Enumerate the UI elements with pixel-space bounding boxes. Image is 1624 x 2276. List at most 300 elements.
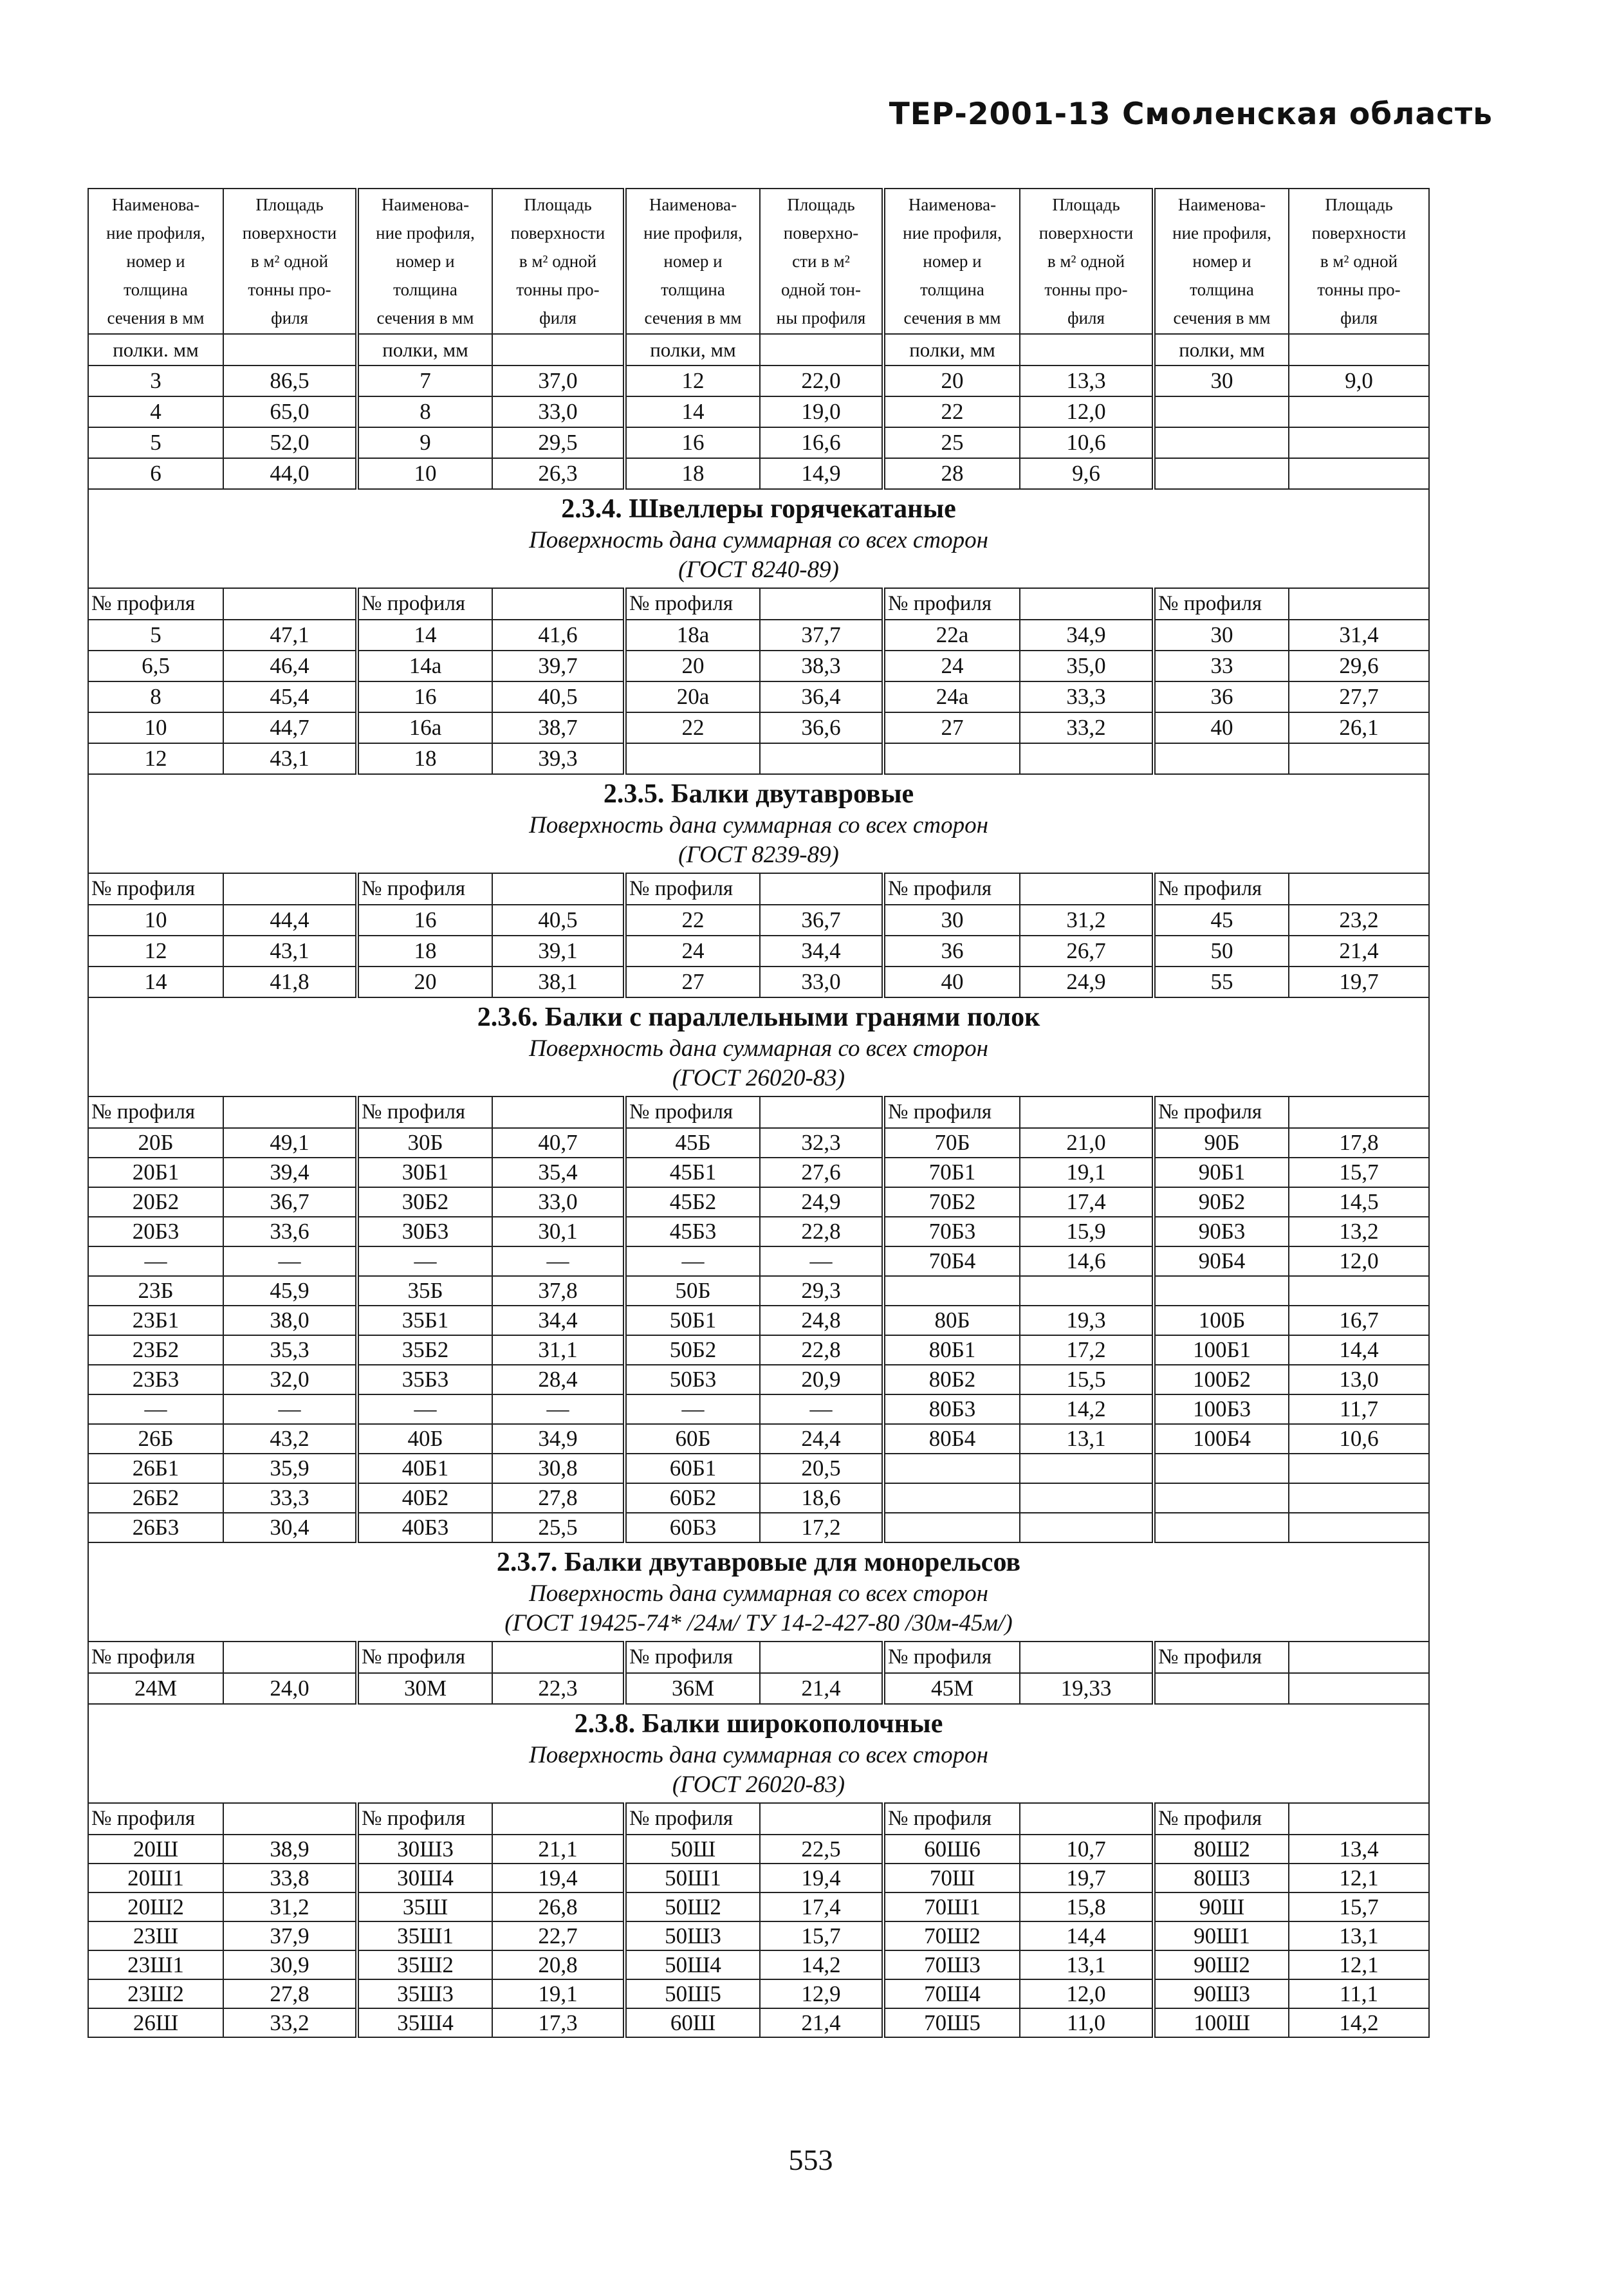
area-cell: 38,7	[492, 712, 625, 743]
area-cell: 26,3	[492, 458, 625, 489]
profile-cell	[1154, 1483, 1289, 1513]
header-line: тонны про-	[516, 280, 600, 299]
profile-cell: 23Б1	[88, 1306, 223, 1335]
area-cell: 12,0	[1020, 396, 1154, 427]
profile-cell: 5	[88, 620, 223, 651]
area-cell: 12,0	[1289, 1246, 1429, 1276]
profile-cell: 23Б3	[88, 1365, 223, 1394]
area-cell: 15,7	[1289, 1892, 1429, 1921]
section-title-row	[88, 774, 1429, 873]
profile-cell: 40Б1	[357, 1454, 492, 1483]
profile-cell: 40Б2	[357, 1483, 492, 1513]
header-line: в м² одной	[1047, 252, 1125, 271]
empty-cell	[760, 1803, 883, 1835]
profile-cell	[1154, 1454, 1289, 1483]
header-line: одной тон-	[781, 280, 861, 299]
table-row	[88, 1673, 1429, 1704]
area-cell: 30,1	[492, 1217, 625, 1246]
area-cell	[1289, 1483, 1429, 1513]
area-cell	[1020, 743, 1154, 774]
area-cell: 36,7	[760, 905, 883, 936]
header-line: филя	[539, 308, 577, 328]
profile-cell: 16	[357, 681, 492, 712]
profile-cell: 40	[1154, 712, 1289, 743]
profile-cell: 40Б	[357, 1424, 492, 1454]
profile-label: № профиля	[883, 1803, 1020, 1835]
profile-cell: 45	[1154, 905, 1289, 936]
section-title: 2.3.6. Балки с параллельными гранями полок	[477, 1003, 1040, 1032]
header-line: сти в м²	[792, 252, 850, 271]
profile-cell: 35Ш3	[357, 1979, 492, 2008]
header-line: сечения в мм	[107, 308, 205, 328]
area-cell: 44,4	[223, 905, 357, 936]
header-line: в м² одной	[519, 252, 597, 271]
area-cell: 35,0	[1020, 651, 1154, 681]
header-line: ние профиля,	[903, 223, 1002, 243]
area-cell: 35,3	[223, 1335, 357, 1365]
area-cell: —	[223, 1246, 357, 1276]
profile-cell	[883, 1513, 1020, 1542]
shelf-label: полки, мм	[625, 334, 760, 365]
header-line: толщина	[1190, 280, 1254, 299]
profile-cell: 50Ш2	[625, 1892, 760, 1921]
profile-cell: 45Б2	[625, 1187, 760, 1217]
profile-cell: 20Ш	[88, 1835, 223, 1864]
profile-cell: 60Б1	[625, 1454, 760, 1483]
profile-cell: 12	[88, 936, 223, 967]
area-cell: 11,0	[1020, 2008, 1154, 2037]
profile-cell: 26Б3	[88, 1513, 223, 1542]
area-cell: 9,0	[1289, 365, 1429, 396]
profile-cell: 35Ш1	[357, 1921, 492, 1950]
empty-cell	[1020, 1096, 1154, 1128]
area-cell: 49,1	[223, 1128, 357, 1158]
profile-cell: 7	[357, 365, 492, 396]
area-cell: 33,3	[1020, 681, 1154, 712]
profile-cell: 14	[625, 396, 760, 427]
area-cell: 27,6	[760, 1158, 883, 1187]
profile-cell: 8	[88, 681, 223, 712]
profile-label: № профиля	[625, 1096, 760, 1128]
header-line: поверхности	[510, 223, 605, 243]
section-standard: (ГОСТ 8240-89)	[678, 557, 839, 583]
profile-cell: 50Ш	[625, 1835, 760, 1864]
profile-cell: 35Ш4	[357, 2008, 492, 2037]
area-cell: 31,2	[223, 1892, 357, 1921]
table-row	[88, 1864, 1429, 1892]
profile-cell: 18	[357, 743, 492, 774]
profile-cell: 20Б2	[88, 1187, 223, 1217]
area-cell: 30,8	[492, 1454, 625, 1483]
area-cell: 22,5	[760, 1835, 883, 1864]
area-cell: 39,7	[492, 651, 625, 681]
profile-cell: 60Б3	[625, 1513, 760, 1542]
empty-cell	[492, 873, 625, 905]
section-title-cell	[88, 774, 1429, 873]
header-line: поверхности	[242, 223, 337, 243]
table-row	[88, 651, 1429, 681]
area-cell: 22,3	[492, 1673, 625, 1704]
profile-cell: 12	[88, 743, 223, 774]
section-standard: (ГОСТ 26020-83)	[672, 1772, 845, 1798]
header-line: тонны про-	[1044, 280, 1128, 299]
area-cell: 15,7	[760, 1921, 883, 1950]
profile-cell: 30М	[357, 1673, 492, 1704]
area-cell	[1289, 1673, 1429, 1704]
header-line: номер и	[126, 252, 185, 271]
area-cell	[1289, 458, 1429, 489]
area-cell: 22,0	[760, 365, 883, 396]
header-line: ны профиля	[776, 308, 866, 328]
table-row	[88, 1335, 1429, 1365]
table-row	[88, 396, 1429, 427]
profile-cell: 60Ш	[625, 2008, 760, 2037]
area-cell: 65,0	[223, 396, 357, 427]
area-cell: 13,1	[1020, 1424, 1154, 1454]
shelf-label: полки. мм	[88, 334, 223, 365]
area-cell: 13,1	[1020, 1950, 1154, 1979]
table-row	[88, 967, 1429, 997]
profile-cell	[625, 743, 760, 774]
profile-cell: 60Б2	[625, 1483, 760, 1513]
profile-cell: 70Ш1	[883, 1892, 1020, 1921]
profile-cell: 23Ш1	[88, 1950, 223, 1979]
area-cell: 22,8	[760, 1217, 883, 1246]
header-profile-name	[1154, 189, 1289, 334]
empty-cell	[1289, 588, 1429, 620]
profile-cell: 10	[88, 712, 223, 743]
header-line: номер и	[396, 252, 455, 271]
area-cell: 39,3	[492, 743, 625, 774]
table-row	[88, 1128, 1429, 1158]
area-cell: 32,3	[760, 1128, 883, 1158]
section-standard: (ГОСТ 19425-74* /24м/ ТУ 14-2-427-80 /30м-45м/)	[504, 1610, 1013, 1636]
area-cell: 33,0	[760, 967, 883, 997]
profile-cell: 35Б2	[357, 1335, 492, 1365]
profile-cell: 35Б3	[357, 1365, 492, 1394]
profile-cell: 12	[625, 365, 760, 396]
section-title: 2.3.7. Балки двутавровые для монорельсов	[496, 1548, 1021, 1577]
profile-cell: —	[88, 1394, 223, 1424]
area-cell: 10,7	[1020, 1835, 1154, 1864]
area-cell: 35,9	[223, 1454, 357, 1483]
header-line: Наименова-	[908, 195, 997, 214]
area-cell	[760, 743, 883, 774]
empty-cell	[1020, 334, 1154, 365]
area-cell: 13,2	[1289, 1217, 1429, 1246]
area-cell: 24,0	[223, 1673, 357, 1704]
header-line: Площадь	[524, 195, 592, 214]
area-cell: 37,0	[492, 365, 625, 396]
header-line: Площадь	[1052, 195, 1120, 214]
empty-cell	[223, 1642, 357, 1673]
profile-cell: 4	[88, 396, 223, 427]
area-cell: 19,4	[492, 1864, 625, 1892]
area-cell: 10,6	[1020, 427, 1154, 458]
area-cell: 86,5	[223, 365, 357, 396]
table-row	[88, 681, 1429, 712]
profile-cell: 55	[1154, 967, 1289, 997]
area-cell: 33,0	[492, 1187, 625, 1217]
profile-label: № профиля	[883, 873, 1020, 905]
profile-cell: 35Б1	[357, 1306, 492, 1335]
section-title: 2.3.5. Балки двутавровые	[603, 779, 914, 809]
profile-cell: 90Ш2	[1154, 1950, 1289, 1979]
profile-cell: 36	[1154, 681, 1289, 712]
profile-label: № профиля	[88, 1642, 223, 1673]
empty-cell	[223, 334, 357, 365]
header-line: сечения в мм	[903, 308, 1001, 328]
header-line: Площадь	[255, 195, 324, 214]
area-cell: 32,0	[223, 1365, 357, 1394]
header-line: толщина	[393, 280, 457, 299]
profile-label: № профиля	[88, 1803, 223, 1835]
profile-cell: 90Б2	[1154, 1187, 1289, 1217]
profile-cell: 16	[357, 905, 492, 936]
header-line: ние профиля,	[1172, 223, 1271, 243]
header-profile-name	[625, 189, 760, 334]
table-row	[88, 2008, 1429, 2037]
area-cell: 12,9	[760, 1979, 883, 2008]
profile-cell: 30Б2	[357, 1187, 492, 1217]
area-cell: 34,4	[760, 936, 883, 967]
header-line: ние профиля,	[106, 223, 205, 243]
profile-cell: 70Ш2	[883, 1921, 1020, 1950]
table-row	[88, 1921, 1429, 1950]
table-row	[88, 458, 1429, 489]
area-cell: 44,0	[223, 458, 357, 489]
area-cell: 19,0	[760, 396, 883, 427]
profile-cell: 45Б3	[625, 1217, 760, 1246]
profile-cell: 50Ш3	[625, 1921, 760, 1950]
area-cell: 33,3	[223, 1483, 357, 1513]
area-cell: 19,7	[1020, 1864, 1154, 1892]
area-cell: 38,9	[223, 1835, 357, 1864]
table-row	[88, 712, 1429, 743]
area-cell: 19,1	[492, 1979, 625, 2008]
empty-cell	[492, 1096, 625, 1128]
area-cell: 33,2	[1020, 712, 1154, 743]
shelf-label: полки, мм	[883, 334, 1020, 365]
section-title-cell	[88, 1542, 1429, 1642]
profile-label: № профиля	[883, 1642, 1020, 1673]
profile-cell	[1154, 1673, 1289, 1704]
area-cell	[1289, 1513, 1429, 1542]
profile-cell: 30Б1	[357, 1158, 492, 1187]
profile-cell: 26Ш	[88, 2008, 223, 2037]
table-row	[88, 743, 1429, 774]
profile-cell: 70Б2	[883, 1187, 1020, 1217]
empty-cell	[760, 873, 883, 905]
area-cell: 19,1	[1020, 1158, 1154, 1187]
area-cell: 30,4	[223, 1513, 357, 1542]
area-cell: —	[492, 1394, 625, 1424]
profile-cell: 10	[357, 458, 492, 489]
empty-cell	[1020, 1642, 1154, 1673]
table-row	[88, 1979, 1429, 2008]
empty-cell	[1289, 334, 1429, 365]
profile-cell: 70Б1	[883, 1158, 1020, 1187]
empty-cell	[1020, 1803, 1154, 1835]
profile-label: № профиля	[625, 873, 760, 905]
table-row	[88, 1217, 1429, 1246]
profile-label: № профиля	[625, 1642, 760, 1673]
header-line: в м² одной	[250, 252, 329, 271]
header-line: поверхности	[1038, 223, 1134, 243]
area-cell: 24,9	[1020, 967, 1154, 997]
header-line: Площадь	[787, 195, 855, 214]
table-row	[88, 1454, 1429, 1483]
area-cell: 17,8	[1289, 1128, 1429, 1158]
area-cell: 20,8	[492, 1950, 625, 1979]
profile-cell: 14	[357, 620, 492, 651]
area-cell: 40,7	[492, 1128, 625, 1158]
shelf-label-row	[88, 334, 1429, 365]
empty-cell	[223, 1803, 357, 1835]
table-row	[88, 620, 1429, 651]
profile-label: № профиля	[883, 1096, 1020, 1128]
area-cell: 29,3	[760, 1276, 883, 1306]
area-cell: 15,8	[1020, 1892, 1154, 1921]
area-cell: 17,2	[1020, 1335, 1154, 1365]
profile-cell: 27	[883, 712, 1020, 743]
area-cell: 43,1	[223, 936, 357, 967]
profile-cell: 20а	[625, 681, 760, 712]
profile-cell: 100Б	[1154, 1306, 1289, 1335]
section-title: 2.3.8. Балки широкополочные	[574, 1709, 943, 1739]
section-subtitle: Поверхность дана суммарная со всех сторон	[529, 1035, 988, 1062]
shelf-label: полки, мм	[357, 334, 492, 365]
profile-cell: 27	[625, 967, 760, 997]
profile-label: № профиля	[1154, 588, 1289, 620]
profile-cell: 26Б	[88, 1424, 223, 1454]
header-line: номер и	[1192, 252, 1251, 271]
profile-cell: 50Б1	[625, 1306, 760, 1335]
empty-cell	[223, 1096, 357, 1128]
profile-cell: 50Ш1	[625, 1864, 760, 1892]
empty-cell	[1289, 873, 1429, 905]
profile-cell: 70Ш5	[883, 2008, 1020, 2037]
running-header: ТЕР-2001-13 Смоленская область	[889, 97, 1493, 132]
profile-label: № профиля	[625, 588, 760, 620]
profile-cell: 70Ш	[883, 1864, 1020, 1892]
area-cell: 40,5	[492, 905, 625, 936]
profile-cell: 70Б3	[883, 1217, 1020, 1246]
empty-cell	[492, 1803, 625, 1835]
empty-cell	[760, 1096, 883, 1128]
section-title-cell	[88, 1704, 1429, 1803]
profile-cell: 45Б	[625, 1128, 760, 1158]
header-surface-area	[1020, 189, 1154, 334]
profile-cell: 18а	[625, 620, 760, 651]
profile-label-row	[88, 1096, 1429, 1128]
header-surface-area	[1289, 189, 1429, 334]
header-line: Наименова-	[111, 195, 200, 214]
profile-cell: —	[357, 1246, 492, 1276]
table-row	[88, 1892, 1429, 1921]
profile-cell	[883, 743, 1020, 774]
area-cell: 38,3	[760, 651, 883, 681]
profile-cell: 50Б	[625, 1276, 760, 1306]
area-cell: 37,8	[492, 1276, 625, 1306]
header-line: поверхности	[1311, 223, 1407, 243]
header-profile-name	[357, 189, 492, 334]
profile-cell: 100Б3	[1154, 1394, 1289, 1424]
area-cell: 46,4	[223, 651, 357, 681]
area-cell: 13,3	[1020, 365, 1154, 396]
area-cell: 34,9	[1020, 620, 1154, 651]
profile-cell: 25	[883, 427, 1020, 458]
profile-cell: 90Ш1	[1154, 1921, 1289, 1950]
profile-cell: 14а	[357, 651, 492, 681]
area-cell: 14,2	[760, 1950, 883, 1979]
profile-cell: 35Б	[357, 1276, 492, 1306]
area-cell: 21,4	[760, 2008, 883, 2037]
table-row	[88, 1424, 1429, 1454]
area-cell: 17,4	[1020, 1187, 1154, 1217]
profile-label-row	[88, 873, 1429, 905]
profile-cell	[1154, 458, 1289, 489]
area-cell: 21,1	[492, 1835, 625, 1864]
profile-cell: 45Б1	[625, 1158, 760, 1187]
header-line: поверхно-	[783, 223, 859, 243]
area-cell: 52,0	[223, 427, 357, 458]
area-cell: 26,8	[492, 1892, 625, 1921]
area-cell: 43,1	[223, 743, 357, 774]
area-cell: 37,9	[223, 1921, 357, 1950]
profile-cell: 45М	[883, 1673, 1020, 1704]
profile-cell: 30	[1154, 365, 1289, 396]
empty-cell	[492, 1642, 625, 1673]
area-cell	[1020, 1454, 1154, 1483]
profile-cell: 35Ш2	[357, 1950, 492, 1979]
area-cell: 15,5	[1020, 1365, 1154, 1394]
area-cell	[1020, 1513, 1154, 1542]
area-cell: 21,4	[1289, 936, 1429, 967]
section-subtitle: Поверхность дана суммарная со всех сторон	[529, 1580, 988, 1607]
profile-cell: 30	[1154, 620, 1289, 651]
header-line: филя	[271, 308, 308, 328]
profile-label-row	[88, 1803, 1429, 1835]
area-cell: 33,2	[223, 2008, 357, 2037]
area-cell: 15,7	[1289, 1158, 1429, 1187]
area-cell: 40,5	[492, 681, 625, 712]
area-cell: 19,33	[1020, 1673, 1154, 1704]
section-title-cell	[88, 997, 1429, 1096]
section-title-row	[88, 1704, 1429, 1803]
area-cell: 14,5	[1289, 1187, 1429, 1217]
profile-cell: 90Б	[1154, 1128, 1289, 1158]
profile-cell: 18	[357, 936, 492, 967]
profile-cell: 90Б4	[1154, 1246, 1289, 1276]
profile-cell: 20Ш1	[88, 1864, 223, 1892]
profile-cell: 70Б4	[883, 1246, 1020, 1276]
area-cell: 35,4	[492, 1158, 625, 1187]
profile-label: № профиля	[88, 1096, 223, 1128]
table-row	[88, 365, 1429, 396]
header-surface-area	[760, 189, 883, 334]
profile-cell: 90Ш	[1154, 1892, 1289, 1921]
area-cell: 28,4	[492, 1365, 625, 1394]
profile-label-row	[88, 588, 1429, 620]
area-cell: 27,8	[492, 1483, 625, 1513]
area-cell: 11,7	[1289, 1394, 1429, 1424]
profile-cell: 30Б	[357, 1128, 492, 1158]
area-cell: 19,4	[760, 1864, 883, 1892]
profile-cell: 20	[357, 967, 492, 997]
profile-cell: 16	[625, 427, 760, 458]
empty-cell	[1289, 1803, 1429, 1835]
